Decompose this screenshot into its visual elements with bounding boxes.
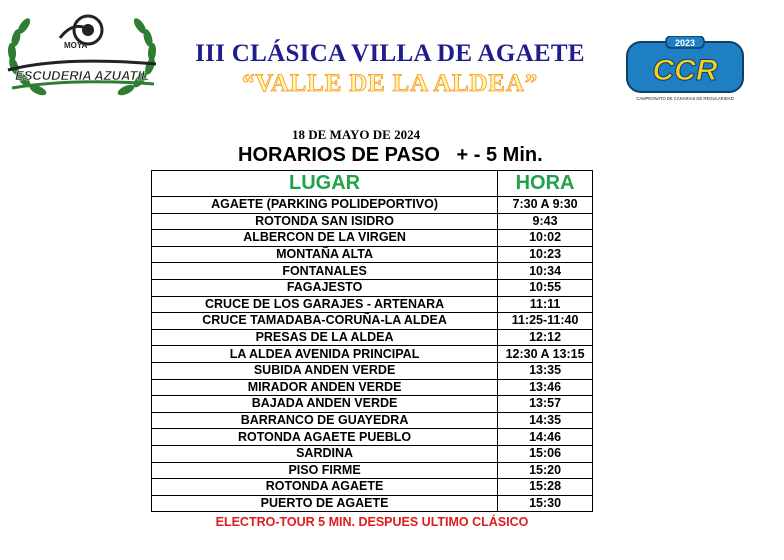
table-row [152, 230, 593, 247]
time-cell: 15:06 [498, 445, 593, 462]
schedule-heading: HORARIOS DE PASO + - 5 Min. [238, 144, 543, 166]
logo-club-name: ESCUDERIA AZUATIL [15, 68, 149, 83]
time-cell: 13:35 [498, 362, 593, 379]
table-row [152, 412, 593, 429]
time-cell: 15:30 [498, 495, 593, 512]
table-row [152, 197, 593, 214]
schedule-table [151, 170, 593, 512]
event-title: III CLÁSICA VILLA DE AGAETE [195, 40, 585, 67]
logo-badge-text: MOYA [64, 41, 88, 50]
electro-tour-note: ELECTRO-TOUR 5 MIN. DESPUES ULTIMO CLÁSICO [215, 515, 529, 529]
place-cell: LA ALDEA AVENIDA PRINCIPAL [152, 346, 498, 363]
time-cell: 15:28 [498, 479, 593, 496]
time-cell: 7:30 A 9:30 [498, 197, 593, 214]
event-subtitle: “VALLE DE LA ALDEA” [241, 70, 539, 97]
table-row [152, 296, 593, 313]
table-row [152, 445, 593, 462]
time-cell: 10:23 [498, 246, 593, 263]
place-cell: AGAETE (PARKING POLIDEPORTIVO) [152, 197, 498, 214]
place-cell: CRUCE DE LOS GARAJES - ARTENARA [152, 296, 498, 313]
time-cell: 14:35 [498, 412, 593, 429]
place-cell: BARRANCO DE GUAYEDRA [152, 412, 498, 429]
table-row [152, 362, 593, 379]
table-row [152, 313, 593, 330]
table-row [152, 462, 593, 479]
place-cell: MIRADOR ANDEN VERDE [152, 379, 498, 396]
column-header-time: HORA [498, 171, 593, 197]
place-cell: ROTONDA AGAETE [152, 479, 498, 496]
place-cell: CRUCE TAMADABA-CORUÑA-LA ALDEA [152, 313, 498, 330]
place-cell: FONTANALES [152, 263, 498, 280]
time-cell: 13:57 [498, 396, 593, 413]
time-cell: 13:46 [498, 379, 593, 396]
table-row [152, 329, 593, 346]
column-header-place: LUGAR [152, 171, 498, 197]
place-cell: ROTONDA AGAETE PUEBLO [152, 429, 498, 446]
time-cell: 10:02 [498, 230, 593, 247]
place-cell: SUBIDA ANDEN VERDE [152, 362, 498, 379]
table-row [152, 429, 593, 446]
ccr-caption: CAMPEONATO DE CANARIAS DE REGULARIDAD [636, 96, 734, 101]
table-row [152, 263, 593, 280]
table-row [152, 246, 593, 263]
time-cell: 10:55 [498, 279, 593, 296]
place-cell: MONTAÑA ALTA [152, 246, 498, 263]
place-cell: PUERTO DE AGAETE [152, 495, 498, 512]
place-cell: ALBERCON DE LA VIRGEN [152, 230, 498, 247]
place-cell: ROTONDA SAN ISIDRO [152, 213, 498, 230]
place-cell: BAJADA ANDEN VERDE [152, 396, 498, 413]
place-cell: FAGAJESTO [152, 279, 498, 296]
time-cell: 10:34 [498, 263, 593, 280]
escuderia-azuatil-logo [2, 8, 162, 108]
table-row [152, 346, 593, 363]
table-row [152, 379, 593, 396]
table-row [152, 396, 593, 413]
table-row [152, 495, 593, 512]
place-cell: PISO FIRME [152, 462, 498, 479]
time-cell: 12:12 [498, 329, 593, 346]
time-cell: 11:11 [498, 296, 593, 313]
table-row [152, 213, 593, 230]
time-cell: 14:46 [498, 429, 593, 446]
table-row [152, 279, 593, 296]
table-header-row [152, 171, 593, 197]
time-cell: 15:20 [498, 462, 593, 479]
ccr-letters: CCR [652, 54, 718, 87]
time-cell: 11:25-11:40 [498, 313, 593, 330]
time-cell: 12:30 A 13:15 [498, 346, 593, 363]
ccr-year: 2023 [674, 38, 696, 48]
table-row [152, 479, 593, 496]
event-date: 18 DE MAYO DE 2024 [292, 127, 421, 142]
ccr-logo [626, 36, 744, 102]
time-cell: 9:43 [498, 213, 593, 230]
place-cell: SARDINA [152, 445, 498, 462]
place-cell: PRESAS DE LA ALDEA [152, 329, 498, 346]
